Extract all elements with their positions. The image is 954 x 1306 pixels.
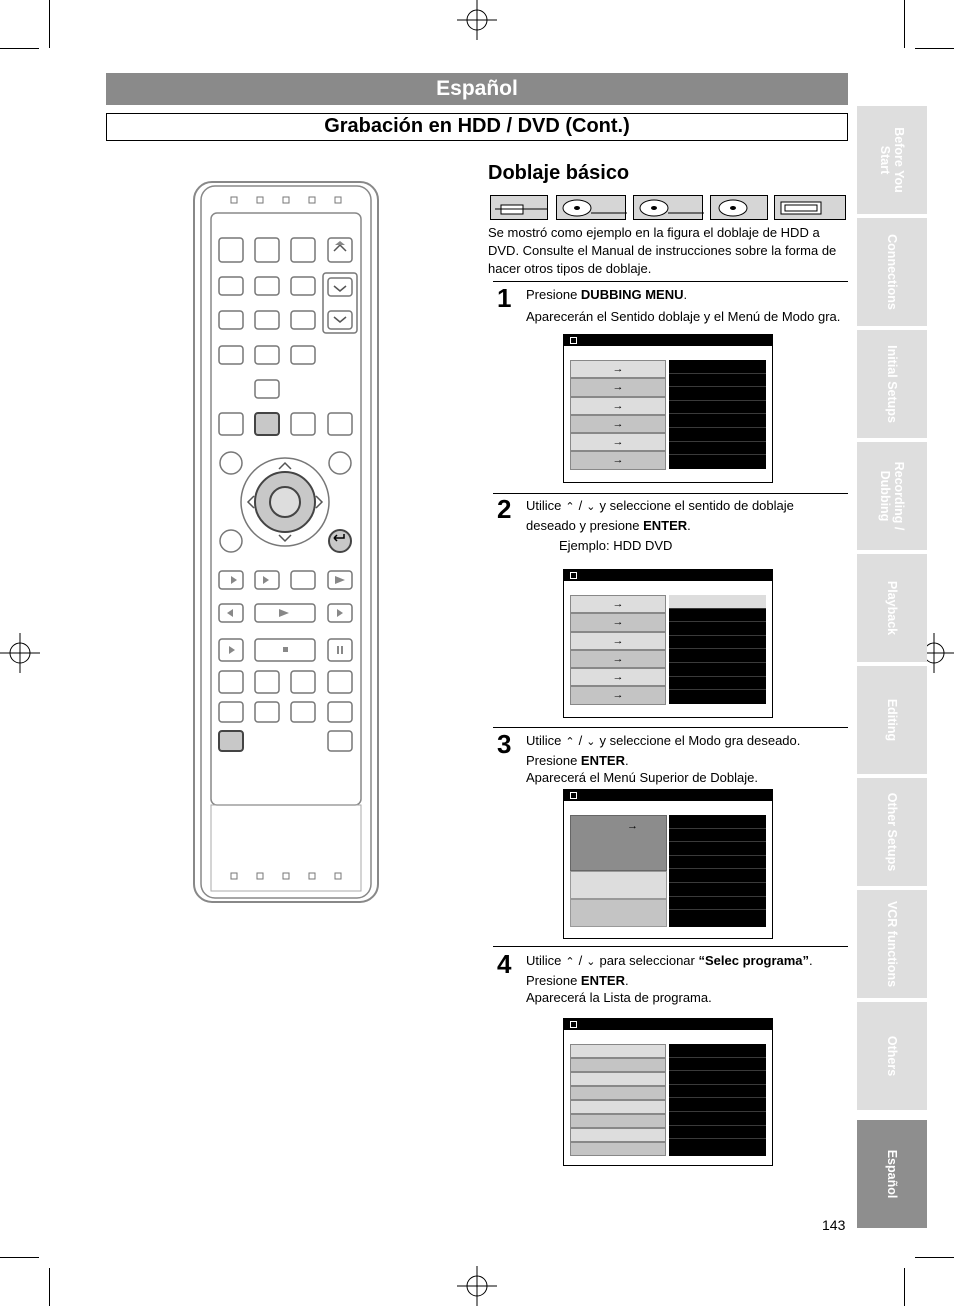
step-2-text (526, 497, 848, 534)
registration-mark (457, 0, 497, 40)
screen-title-bar (564, 1019, 772, 1030)
side-tab-initial-setups[interactable] (857, 330, 927, 438)
step-3-sep: / (575, 733, 586, 748)
program-row[interactable] (570, 1128, 666, 1142)
intro-text: Se mostró como ejemplo en la figura el doblaje de HDD a DVD. Consulte el Manual de instrucciones sobre la forma de hacer otros tipos de doblaje. (488, 225, 837, 276)
enter-key: ENTER (580, 972, 625, 988)
direction-option[interactable]: → (570, 668, 666, 686)
crop-mark (0, 48, 39, 49)
side-tab-label: Other Setups (885, 792, 899, 872)
step-3-line1-post: y seleccione el Modo gra deseado. (595, 733, 801, 748)
crop-mark (49, 0, 50, 48)
side-tab-playback[interactable] (857, 554, 927, 662)
vcr-icon (774, 195, 846, 220)
side-tab-recording-dubbing[interactable] (857, 442, 927, 550)
step-1-text-post: . (683, 287, 688, 302)
step-3-text (526, 732, 848, 787)
side-tab-label: Recording / Dubbing (878, 461, 906, 531)
direction-option-selected[interactable]: → (570, 613, 666, 631)
program-row[interactable] (570, 1114, 666, 1128)
down-arrow-icon: ⌄ (586, 956, 596, 968)
side-tab-label: Playback (885, 580, 899, 636)
screen-title-bar (564, 570, 772, 581)
step-4-line1-pre: Utilice (526, 953, 566, 968)
dubbing-direction-selected-screen (563, 569, 773, 718)
step-3-line1-pre: Utilice (526, 733, 566, 748)
dubbing-icon (570, 1021, 577, 1028)
section-title: Grabación en HDD / DVD (Cont.) (106, 113, 848, 141)
language-banner: Español (106, 73, 848, 105)
up-arrow-icon: ⌃ (565, 956, 575, 968)
dvd-rw-icon (710, 195, 768, 220)
crop-mark (0, 1257, 39, 1258)
direction-option[interactable]: → (570, 650, 666, 668)
direction-list (570, 360, 666, 470)
side-tab-others[interactable] (857, 1002, 927, 1110)
media-icon-row (490, 195, 846, 220)
step-divider (493, 493, 848, 494)
step-4-line2-post: . (624, 972, 629, 988)
side-tab-label: Initial Setups (885, 345, 899, 423)
step-2-sep: / (575, 498, 586, 513)
step-1-note: Aparecerán el Sentido doblaje y el Menú de Modo gra. (526, 309, 841, 324)
side-tab-label: Connections (885, 234, 899, 310)
crop-mark (49, 1268, 50, 1306)
program-row[interactable] (570, 1086, 666, 1100)
step-divider (493, 946, 848, 947)
side-tab-espanol[interactable] (857, 1120, 927, 1228)
program-list (570, 1044, 666, 1156)
program-list-screen (563, 1018, 773, 1166)
dubbing-direction-screen (563, 334, 773, 483)
step-1-text (526, 286, 848, 304)
direction-option[interactable]: → (570, 433, 666, 451)
step-number: 3 (497, 729, 512, 759)
direction-arrow: → (627, 820, 638, 832)
step-divider (493, 727, 848, 728)
direction-option[interactable]: → (570, 632, 666, 650)
mode-panel (669, 595, 766, 704)
side-tab-label: VCR functions (885, 900, 899, 988)
up-arrow-icon: ⌃ (565, 736, 575, 748)
crop-mark (915, 48, 954, 49)
step-4-line1-post: . (809, 953, 813, 968)
direction-option[interactable]: → (570, 360, 666, 378)
direction-option[interactable]: → (570, 451, 666, 469)
step-4-sep: / (575, 953, 586, 968)
dubbing-icon (570, 572, 577, 579)
enter-key: ENTER (580, 752, 625, 768)
hdd-icon (490, 195, 548, 220)
side-tab-vcr-functions[interactable] (857, 890, 927, 998)
side-tab-editing[interactable] (857, 666, 927, 774)
step-number: 1 (497, 283, 512, 313)
mode-panel (669, 360, 766, 469)
start-dubbing-item[interactable] (570, 899, 667, 927)
crop-mark (915, 1257, 954, 1258)
step-4-line2-pre: Presione (526, 972, 581, 988)
program-row[interactable] (570, 1072, 666, 1086)
step-number: 2 (497, 494, 512, 524)
step-2-line2-pre: deseado y presione (526, 517, 644, 533)
side-tab-label: Editing (885, 698, 899, 742)
dvd-video-icon (556, 195, 626, 220)
crop-mark (904, 0, 905, 48)
side-tab-label: Others (885, 1035, 899, 1077)
dubbing-direction-item[interactable] (570, 815, 667, 871)
remote-control-illustration (193, 181, 379, 903)
screen-title-bar (564, 335, 772, 346)
step-divider (493, 281, 848, 282)
direction-option[interactable]: → (570, 397, 666, 415)
program-row[interactable] (570, 1100, 666, 1114)
registration-mark (457, 1266, 497, 1306)
dubbing-top-menu-screen (563, 789, 773, 939)
down-arrow-icon: ⌄ (586, 736, 596, 748)
registration-mark (0, 633, 40, 673)
direction-option[interactable]: → (570, 686, 666, 704)
direction-option[interactable]: → (570, 415, 666, 433)
down-arrow-icon: ⌄ (586, 501, 596, 513)
direction-list (570, 595, 666, 705)
dubbing-icon (570, 337, 577, 344)
step-4-line1-mid: para seleccionar (595, 953, 699, 968)
enter-key: ENTER (643, 517, 688, 533)
side-tab-label: Before You Start (878, 127, 906, 193)
program-row[interactable] (570, 1058, 666, 1072)
side-tab-label: Español (885, 1149, 899, 1199)
program-row[interactable] (570, 1142, 666, 1156)
page-number: 143 (822, 1217, 846, 1233)
crop-mark (904, 1268, 905, 1306)
step-2-example: Ejemplo: HDD DVD (559, 538, 673, 553)
step-4-text (526, 952, 848, 1007)
dubbing-menu-key: DUBBING MENU (580, 287, 684, 302)
step-3-line3: Aparecerá el Menú Superior de Doblaje. (526, 770, 758, 785)
program-row[interactable] (570, 1044, 666, 1058)
up-arrow-icon: ⌃ (565, 501, 575, 513)
step-2-line2-post: . (687, 517, 691, 533)
program-info-panel (669, 1044, 766, 1156)
selec-programa-label: “Selec programa” (698, 953, 810, 968)
side-tab-before-you-start[interactable] (857, 106, 927, 214)
step-3-line2-pre: Presione (526, 752, 581, 768)
remote-control-drawing (193, 181, 379, 903)
step-4-line3: Aparecerá la Lista de programa. (526, 990, 712, 1005)
doblaje-basico-heading: Doblaje básico (488, 162, 630, 184)
step-2-line1-post: y seleccione el sentido de doblaje (595, 498, 794, 513)
step-2-line1-pre: Utilice (526, 498, 566, 513)
step-3-line2-post: . (624, 752, 629, 768)
direction-option[interactable]: → (570, 595, 666, 613)
screen-title-bar (564, 790, 772, 801)
dubbing-icon (570, 792, 577, 799)
dvd-r-icon (633, 195, 703, 220)
select-program-item[interactable] (570, 871, 667, 899)
info-panel (669, 815, 766, 927)
direction-option[interactable]: → (570, 378, 666, 396)
step-number: 4 (497, 949, 512, 979)
side-tab-connections[interactable] (857, 218, 927, 326)
step-1-text-pre: Presione (526, 287, 581, 302)
side-tab-other-setups[interactable] (857, 778, 927, 886)
